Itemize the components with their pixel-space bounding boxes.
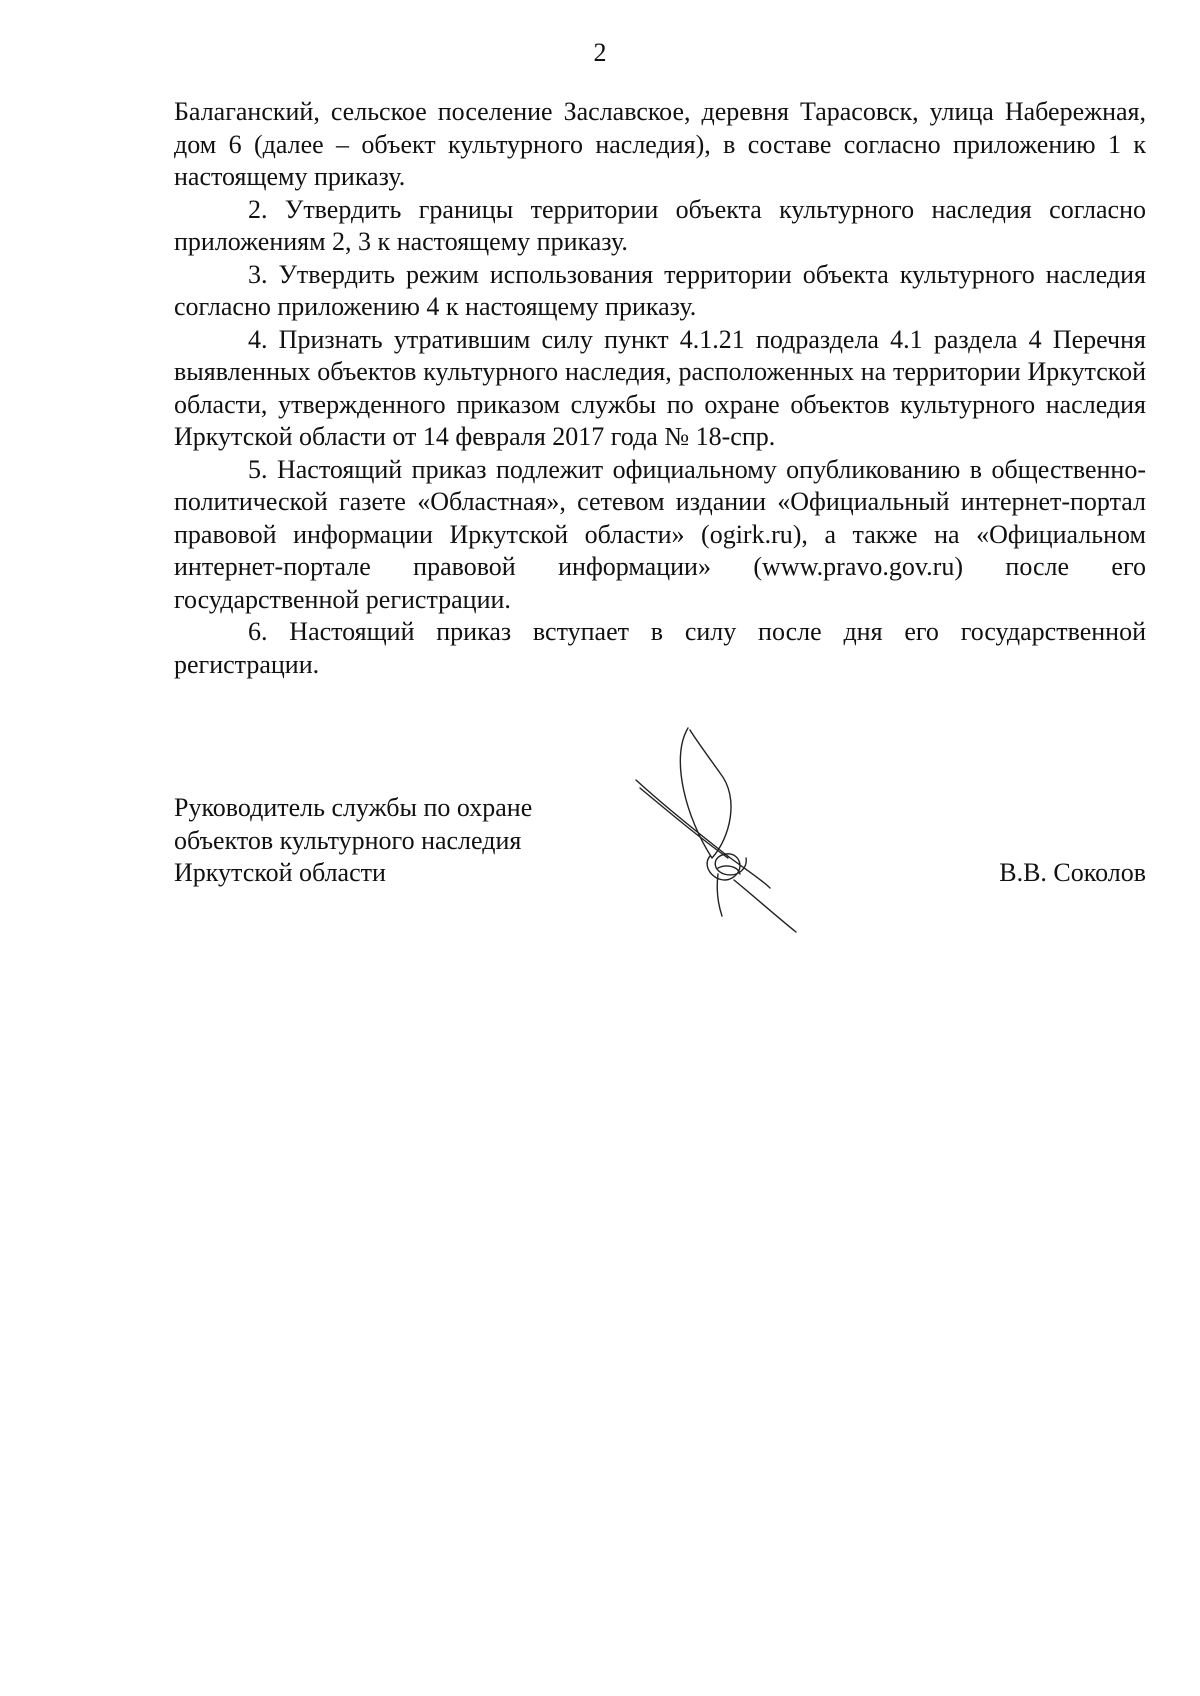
signatory-position-line-1: Руководитель службы по охране (174, 793, 533, 822)
signatory-name: В.В. Соколов (999, 858, 1146, 887)
paragraph-item-2: 2. Утвердить границы территории объекта культурного наследия согласно приложениям 2, 3 к настоящему приказу. (174, 194, 1146, 256)
paragraph-item-4: 4. Признать утратившим силу пункт 4.1.21 подраздела 4.1 раздела 4 Перечня выявленных объектов культурного наследия, расположенных на территории Иркутской области, утвержденного приказом службы по охране объектов культурного наследия Иркутской области от 14 февраля 2017 года № 18-спр. (174, 324, 1146, 451)
document-body (174, 96, 1146, 681)
paragraph-item-3: 3. Утвердить режим использования территории объекта культурного наследия согласно приложению 4 к настоящему приказу. (174, 259, 1146, 321)
signatory-position-line-2: объектов культурного наследия (174, 825, 522, 855)
paragraph-item-6: 6. Настоящий приказ вступает в силу после дня его государственной регистрации. (174, 617, 1146, 679)
signatory-position-line-3: Иркутской области (174, 858, 386, 887)
paragraph-continuation: Балаганский, сельское поселение Заславское, деревня Тарасовск, улица Набережная, дом 6 (далее – объект культурного наследия), в составе согласно приложению 1 к настоящему приказу. (174, 97, 1146, 191)
signatory-position (174, 792, 532, 890)
handwritten-signature (600, 718, 860, 948)
page-number: 2 (593, 38, 607, 67)
paragraph-item-5: 5. Настоящий приказ подлежит официальному опубликованию в общественно-политической газете «Областная», сетевом издании «Официальный интернет-портал правовой информации Иркутской области» (ogirk.ru), а также на «Официальном интернет-портале правовой информации» (www.pravo.gov.ru) после его государственной регистрации. (174, 454, 1146, 614)
